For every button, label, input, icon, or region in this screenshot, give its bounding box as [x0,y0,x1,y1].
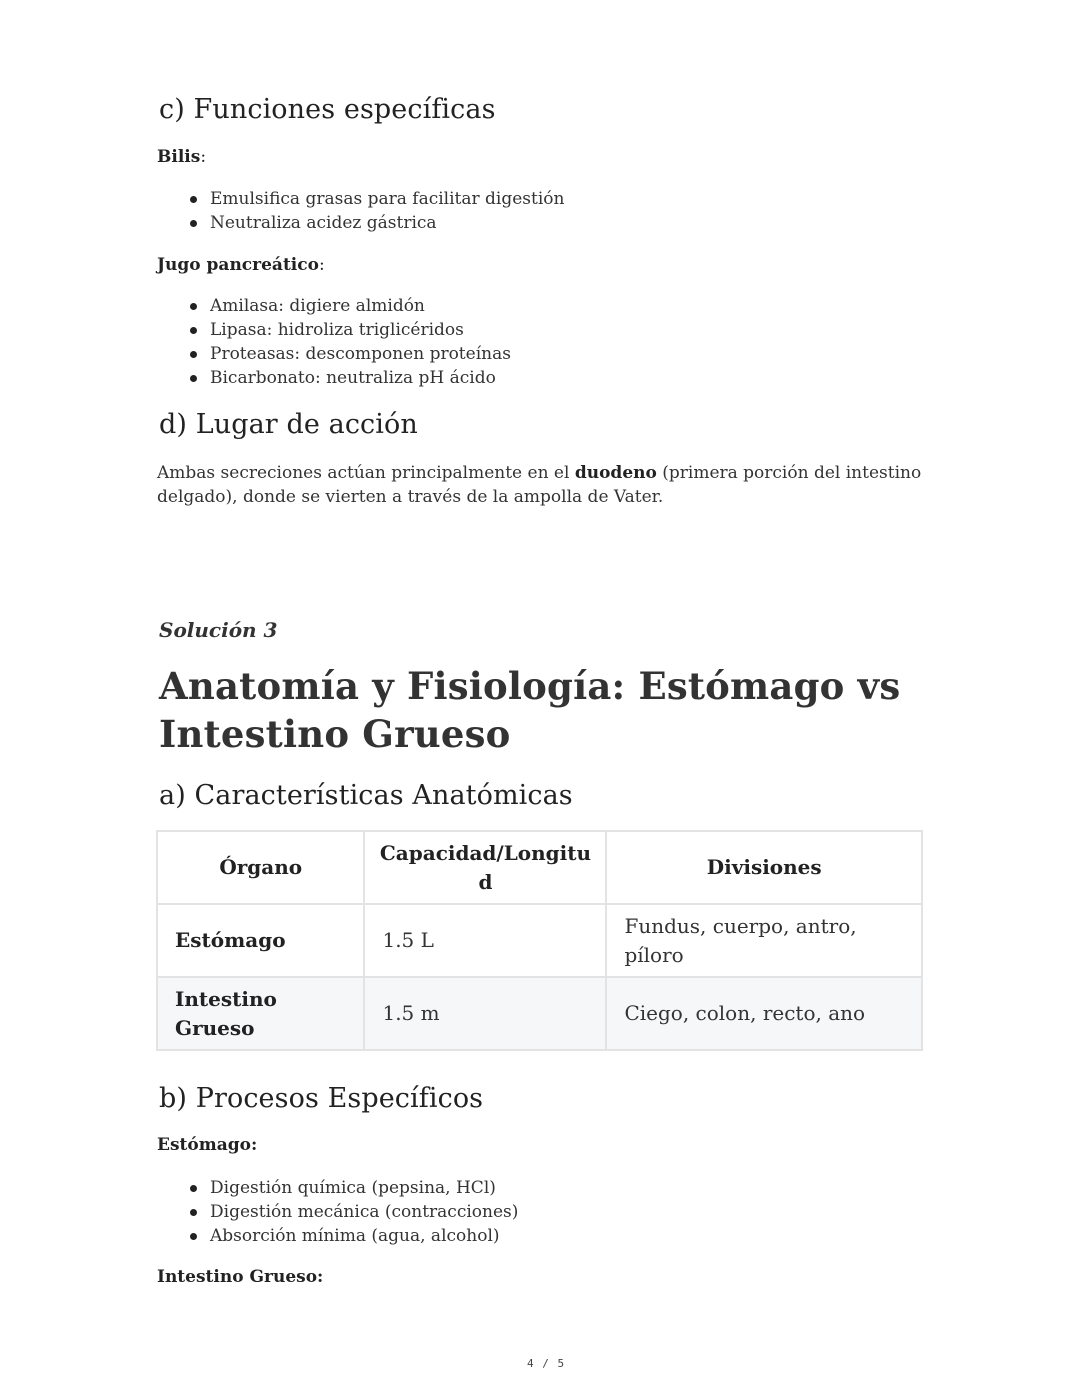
cell-divisiones: Fundus, cuerpo, antro, píloro [606,904,922,977]
column-header-capacidad-line1: Capacidad/Longitu [379,840,592,865]
solucion-label: Solución 3 [159,618,278,642]
page-title-line1: Anatomía y Fisiología: Estómago vs [159,664,901,708]
paragraph-text: Ambas secreciones actúan principalmente en el [157,463,575,483]
bullet-icon [190,1185,197,1192]
list-item-text: Proteasas: descomponen proteínas [210,344,511,364]
cell-capacidad: 1.5 L [364,904,606,977]
page-number: 4 / 5 [527,1357,566,1370]
list-item-text: Digestión mecánica (contracciones) [210,1202,519,1222]
list-item-text: Emulsifica grasas para facilitar digestión [210,189,565,209]
label-jugo-text: Jugo pancreático [157,255,319,275]
list-item-text: Amilasa: digiere almidón [210,296,425,316]
list-item-text: Neutraliza acidez gástrica [210,213,437,233]
bullet-icon [190,351,197,358]
list-item-text: Lipasa: hidroliza triglicéridos [210,320,464,340]
cell-capacidad: 1.5 m [364,977,606,1050]
label-bilis-colon: : [200,147,207,167]
column-header-capacidad-line2: d [478,869,493,894]
page-title-line2: Intestino Grueso [159,712,511,756]
column-header-divisiones: Divisiones [606,831,922,904]
bullet-icon [190,1233,197,1240]
list-item [157,294,511,318]
heading-procesos-especificos: b) Procesos Específicos [159,1083,484,1114]
table-row [157,977,922,1050]
list-bilis [157,187,565,235]
anatomy-table [156,830,923,1051]
list-item [157,1200,518,1224]
cell-organo: Estómago [157,904,364,977]
page-title [159,662,959,758]
list-item [157,1224,518,1248]
bullet-icon [190,1209,197,1216]
heading-lugar-de-accion: d) Lugar de acción [159,409,418,440]
list-item-text: Digestión química (pepsina, HCl) [210,1178,496,1198]
list-item [157,342,511,366]
column-header-capacidad [364,831,606,904]
heading-funciones-especificas: c) Funciones específicas [159,94,496,125]
list-jugo-pancreatico [157,294,511,390]
bullet-icon [190,196,197,203]
bullet-icon [190,303,197,310]
bullet-icon [190,375,197,382]
bullet-icon [190,327,197,334]
list-item [157,318,511,342]
label-bilis [157,147,206,167]
cell-divisiones: Ciego, colon, recto, ano [606,977,922,1050]
list-item [157,211,565,235]
column-header-organo: Órgano [157,831,364,904]
list-estomago [157,1176,518,1248]
list-item [157,187,565,211]
list-item-text: Bicarbonato: neutraliza pH ácido [210,368,496,388]
label-intestino-grueso: Intestino Grueso: [157,1267,324,1287]
paragraph-lugar-de-accion [157,461,922,509]
label-estomago: Estómago: [157,1135,258,1155]
heading-caracteristicas-anatomicas: a) Características Anatómicas [159,780,573,811]
paragraph-bold-text: duodeno [574,463,657,483]
paragraph-text: (primera porción del intestino delgado), donde se vierten a través de la ampolla de Vater. [157,463,922,507]
list-item [157,366,511,390]
cell-organo: Intestino Grueso [157,977,364,1050]
table-header-row [157,831,922,904]
label-jugo-pancreatico [157,255,325,275]
bullet-icon [190,220,197,227]
list-item-text: Absorción mínima (agua, alcohol) [210,1226,500,1246]
label-bilis-text: Bilis [157,147,201,167]
list-item [157,1176,518,1200]
table-row [157,904,922,977]
label-jugo-colon: : [318,255,325,275]
